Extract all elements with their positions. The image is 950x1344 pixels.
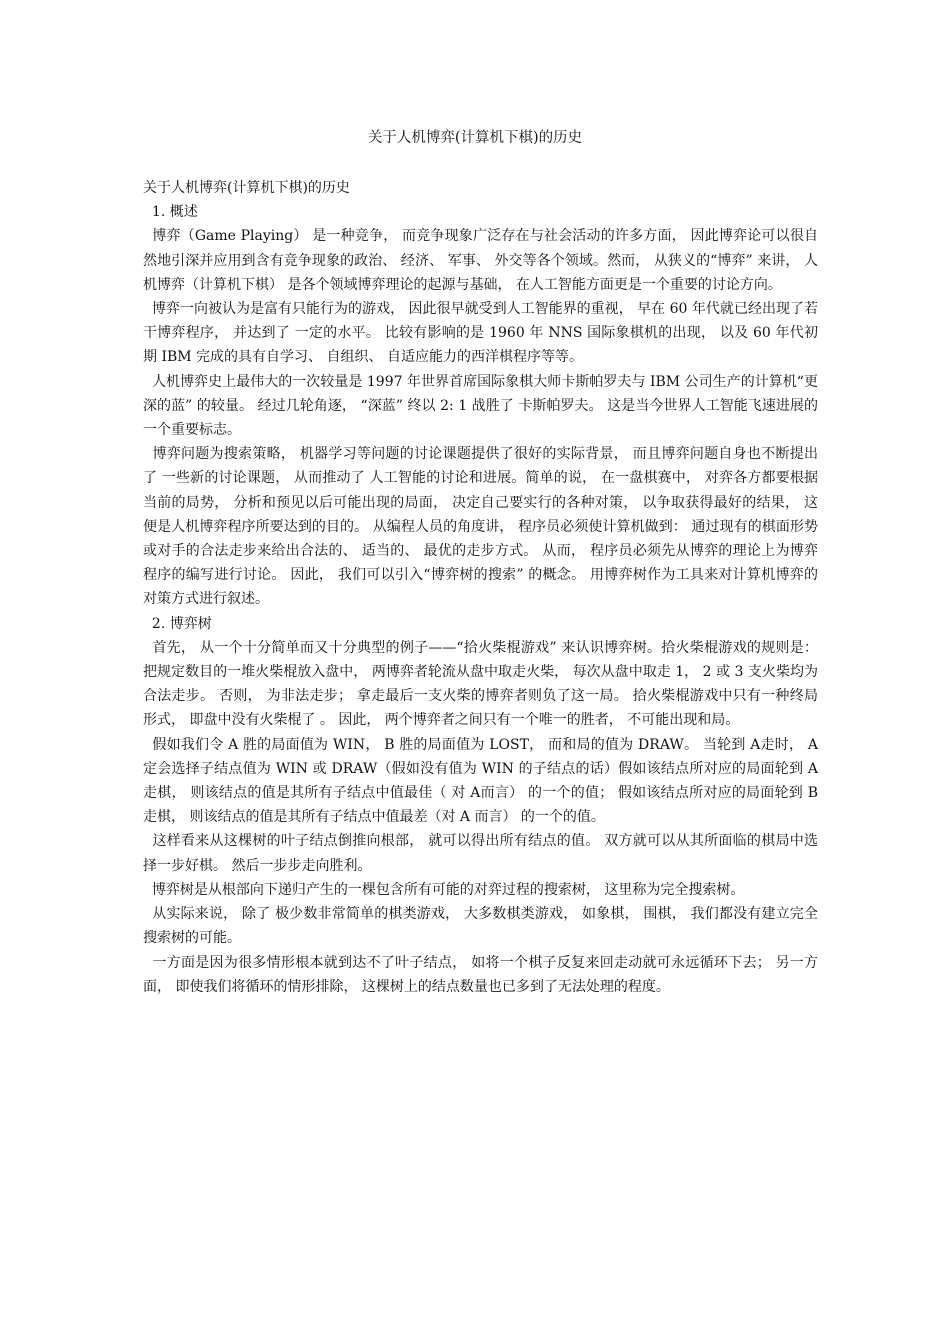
paragraph: 2. 博弈树 xyxy=(143,615,212,632)
paragraph: 关于人机博弈(计算机下棋)的历史 xyxy=(143,180,350,196)
paragraph: 这样看来从这棵树的叶子结点倒推向根部， 就可以得出所有结点的值。 双方就可以从其所面临的棋局中选择一步好棋。 然后一步步走向胜利。 xyxy=(143,833,818,874)
document-body xyxy=(143,176,823,999)
paragraph: 人机博弈史上最伟大的一次较量是 1997 年世界首席国际象棋大师卡斯帕罗夫与 IBM 公司生产的计算机“更深的蓝” 的较量。 经过几轮角逐， “深蓝” 终以 2: 1 战胜了 卡斯帕罗夫。 这是当今世界人工智能飞速进展的一个重要标志。 xyxy=(143,373,818,439)
paragraph: 博弈（Game Playing） 是一种竞争， 而竞争现象广泛存在与社会活动的许多方面， 因此博弈论可以很自然地引深并应用到含有竞争现象的政治、 经济、 军事、 外交等各个领域。然而， 从狭义的“博弈” 来讲， 人机博弈（计算机下棋） 是各个领域博弈理论的起源与基础， 在人工智能方面更是一个重要的讨论方向。 xyxy=(143,228,819,293)
paragraph: 1. 概述 xyxy=(143,204,198,221)
paragraph: 博弈树是从根部向下递归产生的一棵包含所有可能的对弈过程的搜索树， 这里称为完全搜索树。 xyxy=(143,881,745,898)
paragraph: 首先， 从一个十分简单而又十分典型的例子——“拾火柴棍游戏” 来认识博弈树。拾火柴棍游戏的规则是： 把规定数目的一堆火柴棍放入盘中， 两博弈者轮流从盘中取走火柴， 每次从盘中取走 1， 2 或 3 支火柴均为合法走步。 否则， 为非法走步； 拿走最后一支火柴的博弈者则负了这一局。 拾火柴棍游戏中只有一种终局形式， 即盘中没有火柴棍了 。 因此， 两个博弈者之间只有一个唯一的胜者， 不可能出现和局。 xyxy=(143,639,823,729)
paragraph: 博弈一向被认为是富有只能行为的游戏， 因此很早就受到人工智能界的重视， 早在 60 年代就已经出现了若干博弈程序， 并达到了 一定的水平。 比较有影响的是 1960 年 NNS 国际象棋机的出现， 以及 60 年代初期 IBM 完成的具有自学习、 自组织、 自适应能力的西洋棋程序等等。 xyxy=(143,301,818,366)
paragraph: 一方面是因为很多情形根本就到达不了叶子结点， 如将一个棋子反复来回走动就可永远循环下去； 另一方面， 即使我们将循环的情形排除， 这棵树上的结点数量也已多到了无法处理的程度。 xyxy=(143,954,818,995)
paragraph: 从实际来说， 除了 极少数非常简单的棋类游戏， 大多数棋类游戏， 如象棋， 围棋， 我们都没有建立完全搜索树的可能。 xyxy=(143,906,818,947)
paragraph: 假如我们令 A 胜的局面值为 WIN， B 胜的局面值为 LOST， 而和局的值为 DRAW。 当轮到 A走时， A 定会选择子结点值为 WIN 或 DRAW（假如没有值为 WIN 的子结点的话）假如该结点所对应的局面轮到 A 走棋， 则该结点的值是其所有子结点中值最佳（ 对 A而言） 的一个的值； 假如该结点所对应的局面轮到 B 走棋， 则该结点的值是其所有子结点中值最差（对 A 而言） 的一个的值。 xyxy=(143,736,823,826)
document-title: 关于人机博弈(计算机下棋)的历史 xyxy=(367,130,583,146)
paragraph: 博弈问题为搜索策略， 机器学习等问题的讨论课题提供了很好的实际背景， 而且博弈问题自身也不断提出了 一些新的讨论课题， 从而推动了 人工智能的讨论和进展。简单的说， 在一盘棋赛中， 对弈各方都要根据当前的局势， 分析和预见以后可能出现的局面， 决定自己要实行的各种对策， 以争取获得最好的结果， 这便是人机博弈程序所要达到的目的。 从编程人员的角度讲， 程序员必须使计算机做到： 通过现有的棋面形势或对手的合法走步来给出合法的、 适当的、 最优的走步方式。 从而， 程序员必须先从博弈的理论上为博弈程序的编写进行讨论。 因此， 我们可以引入“博弈树的搜索” 的概念。 用博弈树作为工具来对计算机博弈的对策方式进行叙述。 xyxy=(143,446,818,608)
